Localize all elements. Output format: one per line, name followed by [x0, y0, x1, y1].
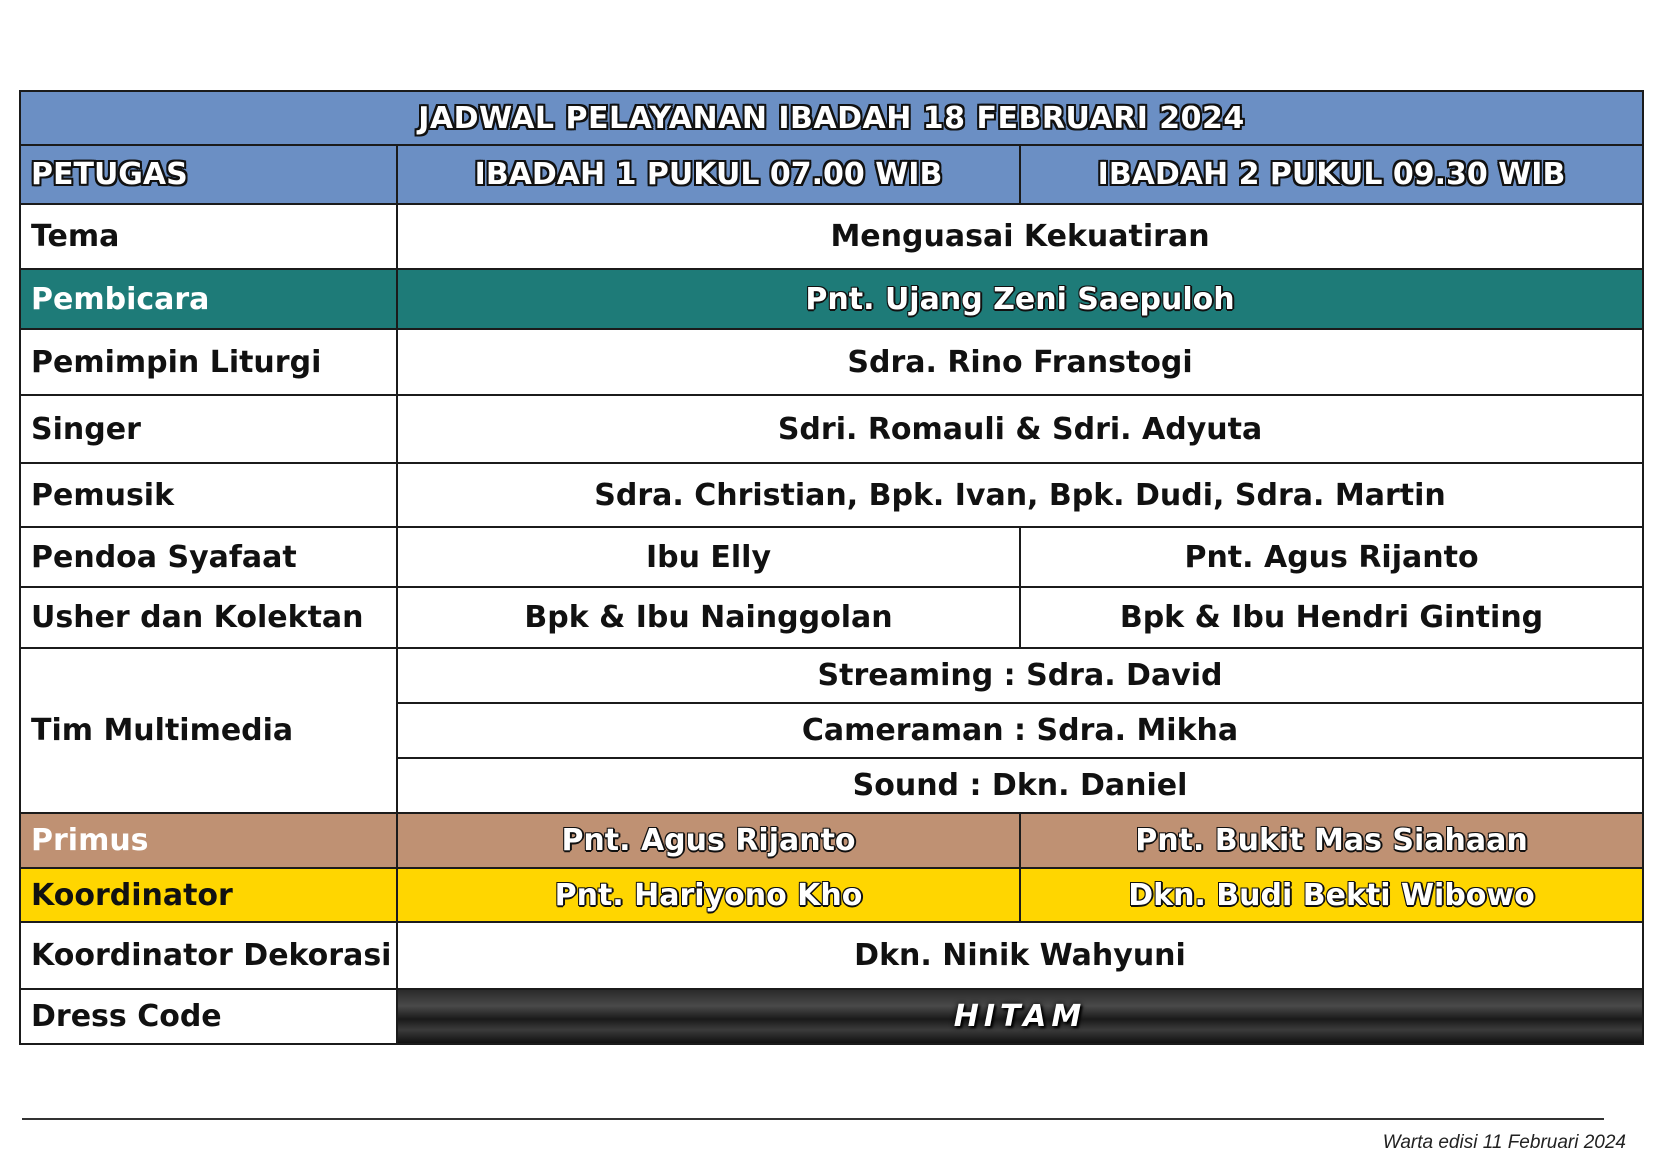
value-usher-1: Bpk & Ibu Nainggolan	[397, 587, 1020, 648]
label-singer: Singer	[20, 395, 397, 463]
row-dekorasi	[20, 922, 1643, 989]
label-koordinator: Koordinator	[20, 868, 397, 922]
label-dress-code: Dress Code	[20, 989, 397, 1044]
value-pembicara: Pnt. Ujang Zeni Saepuloh	[397, 269, 1643, 329]
value-tema: Menguasai Kekuatiran	[397, 204, 1643, 269]
label-dekorasi: Koordinator Dekorasi	[20, 922, 397, 989]
row-pembicara	[20, 269, 1643, 329]
row-koordinator	[20, 868, 1643, 922]
schedule-title: JADWAL PELAYANAN IBADAH 18 FEBRUARI 2024	[20, 91, 1643, 145]
value-streaming: Streaming : Sdra. David	[397, 648, 1643, 703]
row-dress-code	[20, 989, 1643, 1044]
label-tema: Tema	[20, 204, 397, 269]
label-usher: Usher dan Kolektan	[20, 587, 397, 648]
row-multimedia-streaming	[20, 648, 1643, 703]
label-liturgi: Pemimpin Liturgi	[20, 329, 397, 395]
label-multimedia: Tim Multimedia	[20, 648, 397, 813]
schedule-table	[19, 90, 1644, 1045]
title-row	[20, 91, 1643, 145]
value-singer: Sdri. Romauli & Sdri. Adyuta	[397, 395, 1643, 463]
row-liturgi	[20, 329, 1643, 395]
value-pendoa-2: Pnt. Agus Rijanto	[1020, 527, 1643, 587]
row-pemusik	[20, 463, 1643, 527]
value-koordinator-1: Pnt. Hariyono Kho	[397, 868, 1020, 922]
header-petugas: PETUGAS	[20, 145, 397, 204]
header-ibadah-2: IBADAH 2 PUKUL 09.30 WIB	[1020, 145, 1643, 204]
value-dekorasi: Dkn. Ninik Wahyuni	[397, 922, 1643, 989]
dress-code-text: HITAM	[953, 999, 1087, 1034]
row-tema	[20, 204, 1643, 269]
header-ibadah-1: IBADAH 1 PUKUL 07.00 WIB	[397, 145, 1020, 204]
row-singer	[20, 395, 1643, 463]
label-primus: Primus	[20, 813, 397, 868]
value-pendoa-1: Ibu Elly	[397, 527, 1020, 587]
label-pendoa: Pendoa Syafaat	[20, 527, 397, 587]
value-koordinator-2: Dkn. Budi Bekti Wibowo	[1020, 868, 1643, 922]
value-usher-2: Bpk & Ibu Hendri Ginting	[1020, 587, 1643, 648]
value-pemusik: Sdra. Christian, Bpk. Ivan, Bpk. Dudi, Sdra. Martin	[397, 463, 1643, 527]
value-sound: Sound : Dkn. Daniel	[397, 758, 1643, 813]
value-cameraman: Cameraman : Sdra. Mikha	[397, 703, 1643, 758]
row-pendoa	[20, 527, 1643, 587]
row-primus	[20, 813, 1643, 868]
value-primus-2: Pnt. Bukit Mas Siahaan	[1020, 813, 1643, 868]
footer-divider	[22, 1118, 1604, 1120]
row-usher	[20, 587, 1643, 648]
header-row	[20, 145, 1643, 204]
value-dress-code	[397, 989, 1643, 1044]
label-pembicara: Pembicara	[20, 269, 397, 329]
footer-edition: Warta edisi 11 Februari 2024	[1382, 1132, 1626, 1153]
value-liturgi: Sdra. Rino Franstogi	[397, 329, 1643, 395]
value-primus-1: Pnt. Agus Rijanto	[397, 813, 1020, 868]
label-pemusik: Pemusik	[20, 463, 397, 527]
